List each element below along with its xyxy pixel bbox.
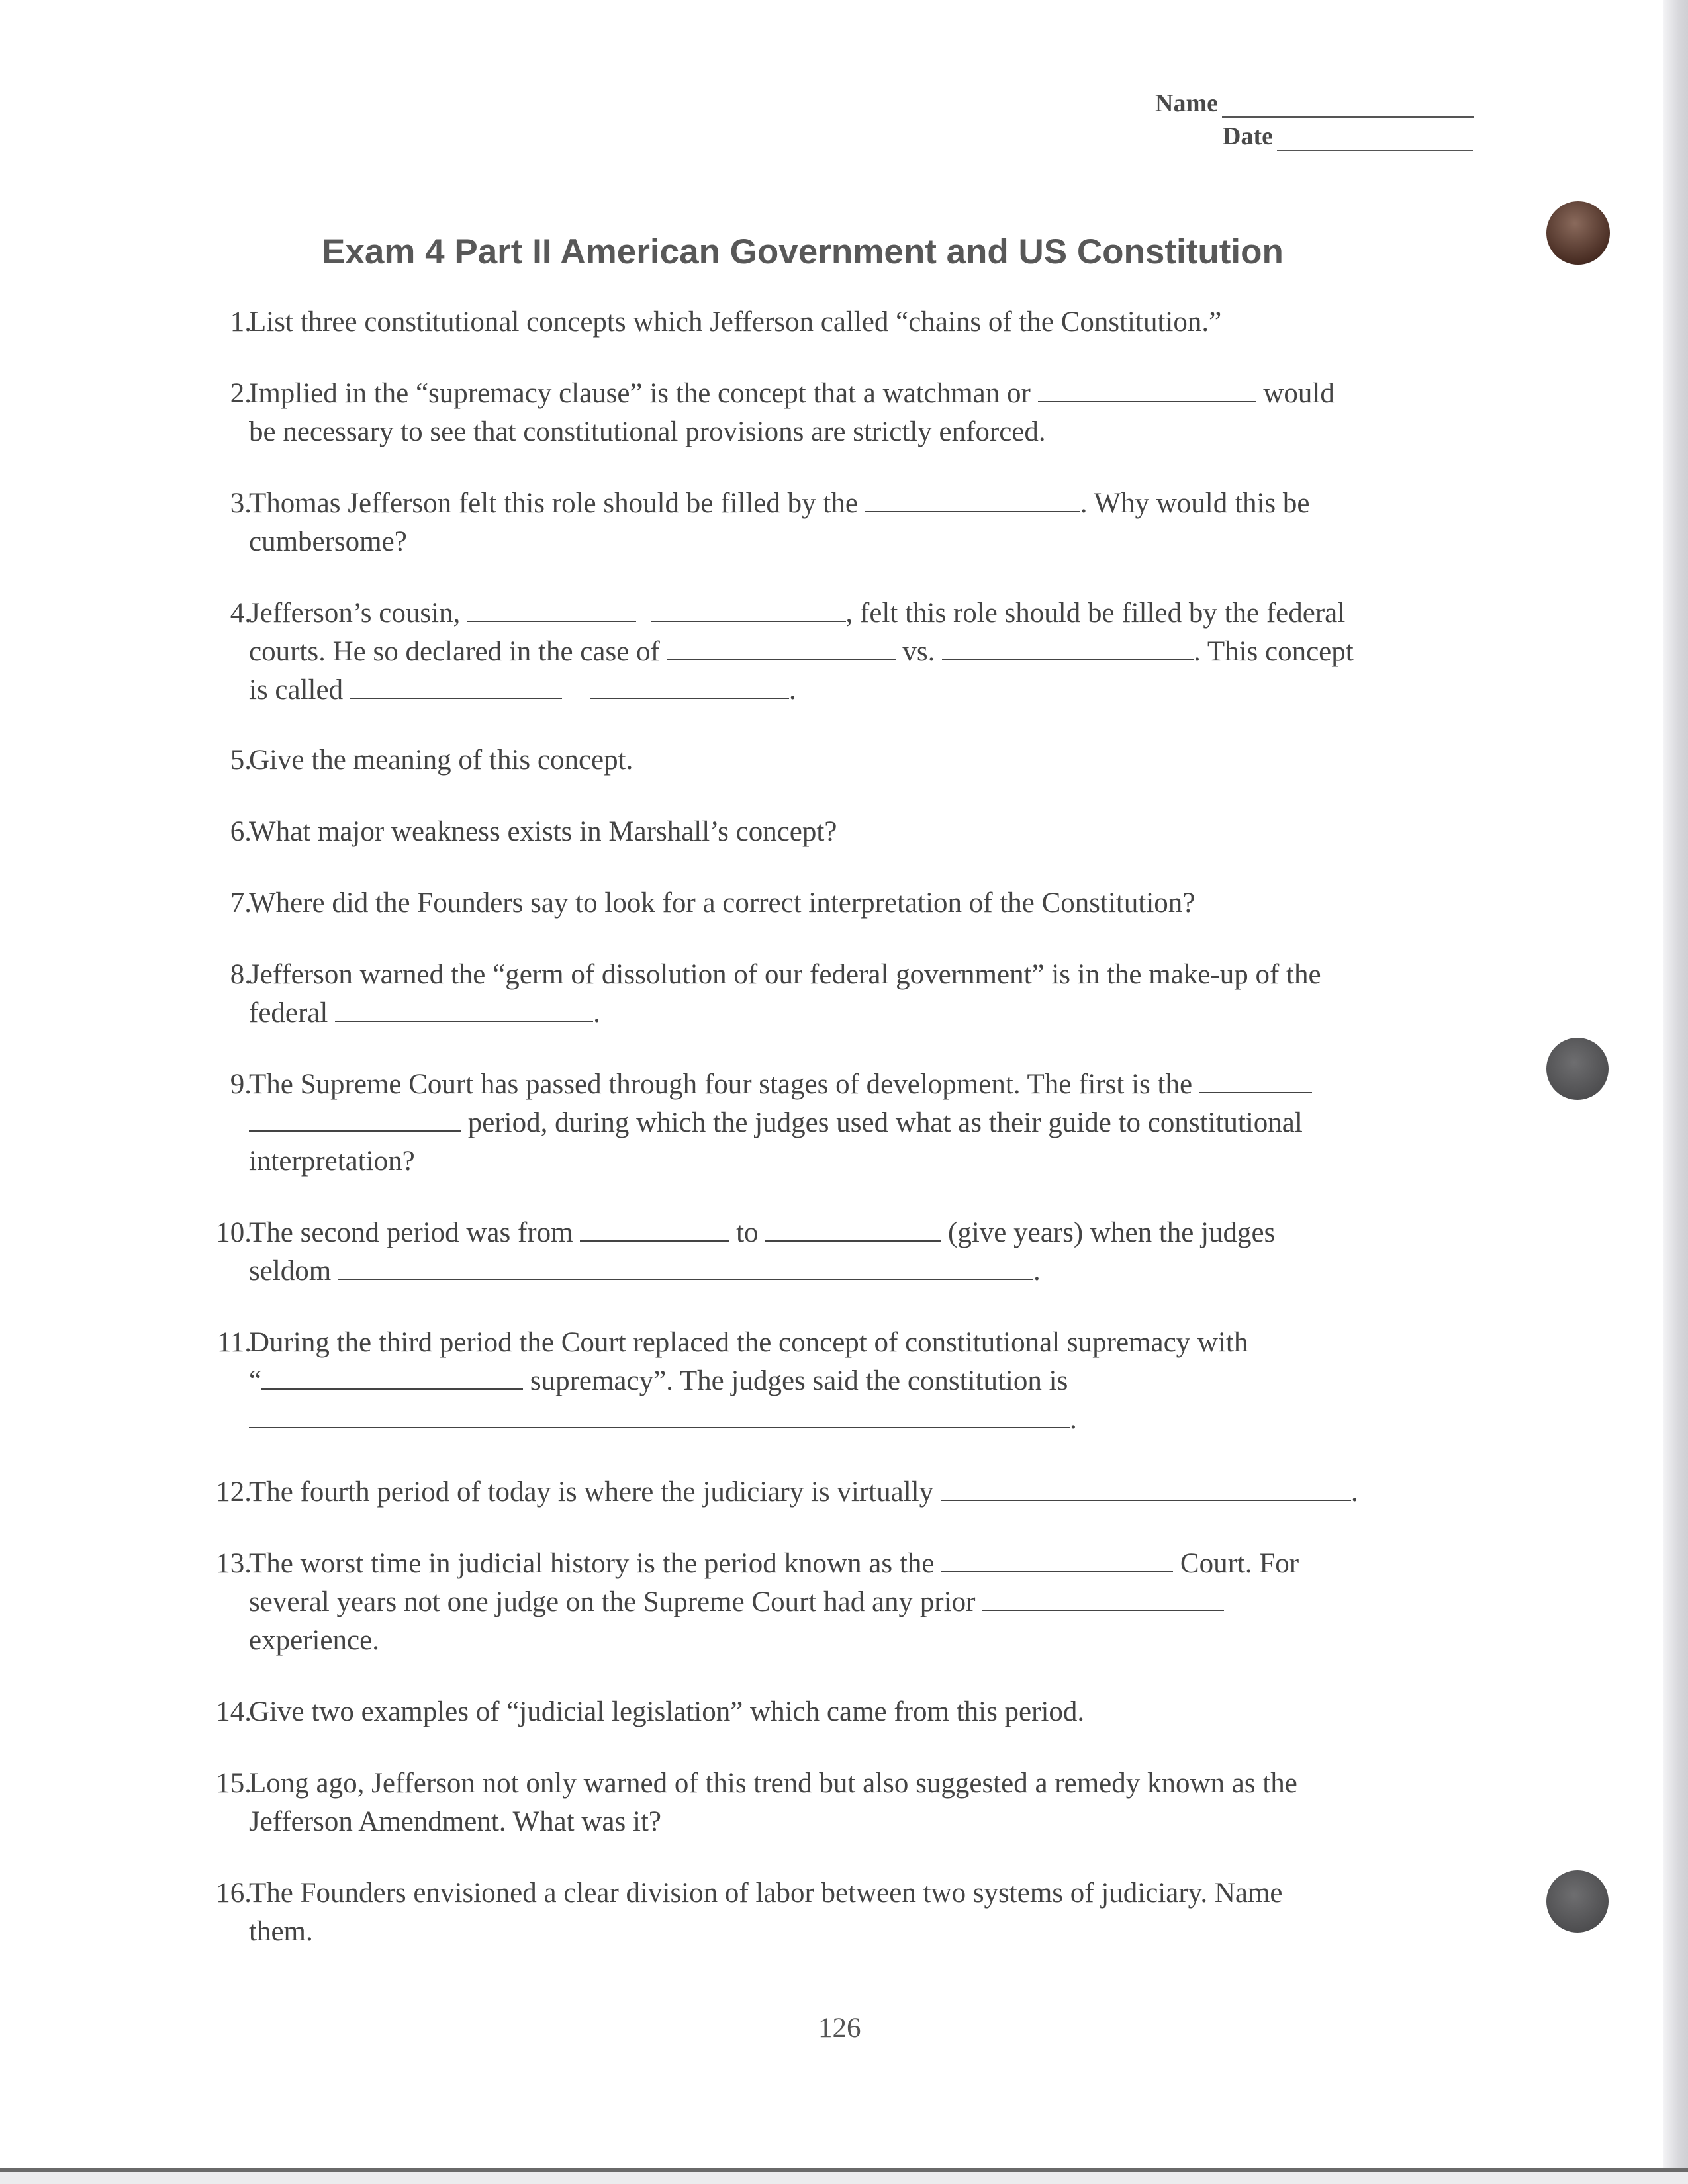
question-5 — [197, 741, 1488, 780]
question-13 — [197, 1545, 1488, 1660]
answer-blank[interactable] — [249, 1108, 461, 1132]
question-number: 10. — [216, 1217, 252, 1248]
date-label: Date — [1223, 122, 1273, 150]
question-text: During the third period the Court replaced the concept of constitutional supremacy with — [249, 1327, 1248, 1358]
question-number: 11. — [216, 1327, 252, 1358]
question-number: 12. — [216, 1477, 252, 1508]
answer-blank[interactable] — [467, 598, 636, 622]
question-text: The fourth period of today is where the judiciary is virtually — [249, 1477, 941, 1508]
punch-hole-bottom — [1546, 1870, 1609, 1933]
question-text: federal — [249, 997, 336, 1028]
scan-edge — [1663, 0, 1688, 2184]
question-6 — [197, 813, 1488, 851]
question-text: experience. — [249, 1625, 379, 1656]
answer-blank[interactable] — [765, 1218, 941, 1242]
question-1 — [197, 303, 1488, 341]
question-text: The second period was from — [249, 1217, 581, 1248]
question-text: interpretation? — [249, 1146, 415, 1177]
answer-blank[interactable] — [590, 675, 789, 699]
name-label: Name — [1155, 89, 1218, 117]
question-text: Long ago, Jefferson not only warned of this trend but also suggested a remedy known as the — [249, 1768, 1297, 1799]
question-number: 8. — [230, 959, 252, 990]
question-text: The worst time in judicial history is the period known as the — [249, 1548, 942, 1579]
question-text: (give years) when the judges — [941, 1217, 1276, 1248]
question-text: . — [1350, 1477, 1358, 1508]
question-number: 15. — [216, 1768, 252, 1799]
question-16 — [197, 1874, 1488, 1951]
answer-blank[interactable] — [982, 1587, 1224, 1611]
question-text: Jefferson’s cousin, — [249, 598, 468, 629]
question-text: would — [1256, 378, 1335, 409]
answer-blank[interactable] — [249, 1404, 1070, 1428]
question-number: 13. — [216, 1548, 252, 1579]
answer-blank[interactable] — [941, 1477, 1351, 1501]
question-text: vs. — [895, 636, 943, 667]
answer-blank[interactable] — [261, 1366, 523, 1390]
question-3 — [197, 484, 1488, 561]
question-number: 4. — [230, 598, 252, 629]
answer-blank[interactable] — [651, 598, 846, 622]
question-14 — [197, 1693, 1488, 1731]
question-text: Where did the Founders say to look for a correct interpretation of the Constitution? — [249, 887, 1196, 919]
question-number: 7. — [230, 887, 252, 919]
question-text: Give two examples of “judicial legislation” which came from this period. — [249, 1696, 1085, 1727]
question-text: The Supreme Court has passed through four stages of development. The first is the — [249, 1069, 1199, 1100]
question-text: supremacy”. The judges said the constitution is — [523, 1365, 1068, 1396]
question-text: cumbersome? — [249, 526, 407, 557]
question-text: Jefferson warned the “germ of dissolution of our federal government” is in the make-up of the — [249, 959, 1321, 990]
exam-title: Exam 4 Part II American Government and US Constitution — [322, 232, 1284, 271]
question-number: 3. — [230, 488, 252, 519]
question-text: be necessary to see that constitutional provisions are strictly enforced. — [249, 416, 1046, 447]
name-blank[interactable] — [1222, 97, 1474, 118]
answer-blank[interactable] — [865, 488, 1080, 512]
question-10 — [197, 1214, 1488, 1291]
question-text: . — [1070, 1404, 1077, 1435]
question-number: 5. — [230, 745, 252, 776]
question-number: 9. — [230, 1069, 252, 1100]
question-15 — [197, 1764, 1488, 1841]
question-text: several years not one judge on the Supreme Court had any prior — [249, 1586, 983, 1617]
question-number: 1. — [230, 306, 252, 338]
answer-blank[interactable] — [1199, 1069, 1312, 1093]
punch-hole-middle — [1546, 1038, 1609, 1100]
question-text: Court. For — [1173, 1548, 1299, 1579]
scan-bottom-margin — [0, 2172, 1688, 2184]
question-12 — [197, 1473, 1488, 1512]
question-text: courts. He so declared in the case of — [249, 636, 667, 667]
question-number: 2. — [230, 378, 252, 409]
question-text: What major weakness exists in Marshall’s concept? — [249, 816, 837, 847]
question-7 — [197, 884, 1488, 923]
question-9 — [197, 1066, 1488, 1181]
answer-blank[interactable] — [942, 637, 1194, 660]
question-text: period, during which the judges used what as their guide to constitutional — [461, 1107, 1303, 1138]
answer-blank[interactable] — [335, 998, 593, 1022]
question-11 — [197, 1324, 1488, 1439]
question-text: . Why would this be — [1080, 488, 1310, 519]
question-text: Give the meaning of this concept. — [249, 745, 633, 776]
page-number: 126 — [818, 2013, 861, 2044]
answer-blank[interactable] — [580, 1218, 729, 1242]
question-text: Jefferson Amendment. What was it? — [249, 1806, 661, 1837]
question-text: . — [593, 997, 600, 1028]
name-field[interactable] — [1155, 89, 1474, 118]
answer-blank[interactable] — [667, 637, 896, 660]
question-text: List three constitutional concepts which Jefferson called “chains of the Constitution.” — [249, 306, 1222, 338]
question-text: Implied in the “supremacy clause” is the concept that a watchman or — [249, 378, 1038, 409]
answer-blank[interactable] — [941, 1549, 1173, 1572]
answer-blank[interactable] — [350, 675, 562, 699]
question-text: , felt this role should be filled by the federal — [845, 598, 1346, 629]
question-text: seldom — [249, 1255, 338, 1287]
question-8 — [197, 956, 1488, 1032]
question-number: 6. — [230, 816, 252, 847]
date-field[interactable] — [1223, 122, 1473, 151]
scan-bottom-edge — [0, 2168, 1688, 2172]
question-4 — [197, 594, 1488, 709]
question-text: “ — [249, 1365, 262, 1396]
date-blank[interactable] — [1277, 130, 1473, 151]
answer-blank[interactable] — [338, 1256, 1033, 1280]
question-text: is called — [249, 674, 350, 705]
punch-hole-top — [1546, 201, 1610, 265]
question-text: them. — [249, 1916, 313, 1947]
question-text: . — [788, 674, 796, 705]
question-text: . This concept — [1194, 636, 1354, 667]
question-2 — [197, 375, 1488, 451]
question-number: 16. — [216, 1878, 252, 1909]
answer-blank[interactable] — [1038, 379, 1256, 402]
question-number: 14. — [216, 1696, 252, 1727]
question-text: to — [729, 1217, 766, 1248]
question-text: The Founders envisioned a clear division of labor between two systems of judiciary. Name — [249, 1878, 1283, 1909]
question-text: Thomas Jefferson felt this role should be filled by the — [249, 488, 865, 519]
question-text: . — [1033, 1255, 1041, 1287]
